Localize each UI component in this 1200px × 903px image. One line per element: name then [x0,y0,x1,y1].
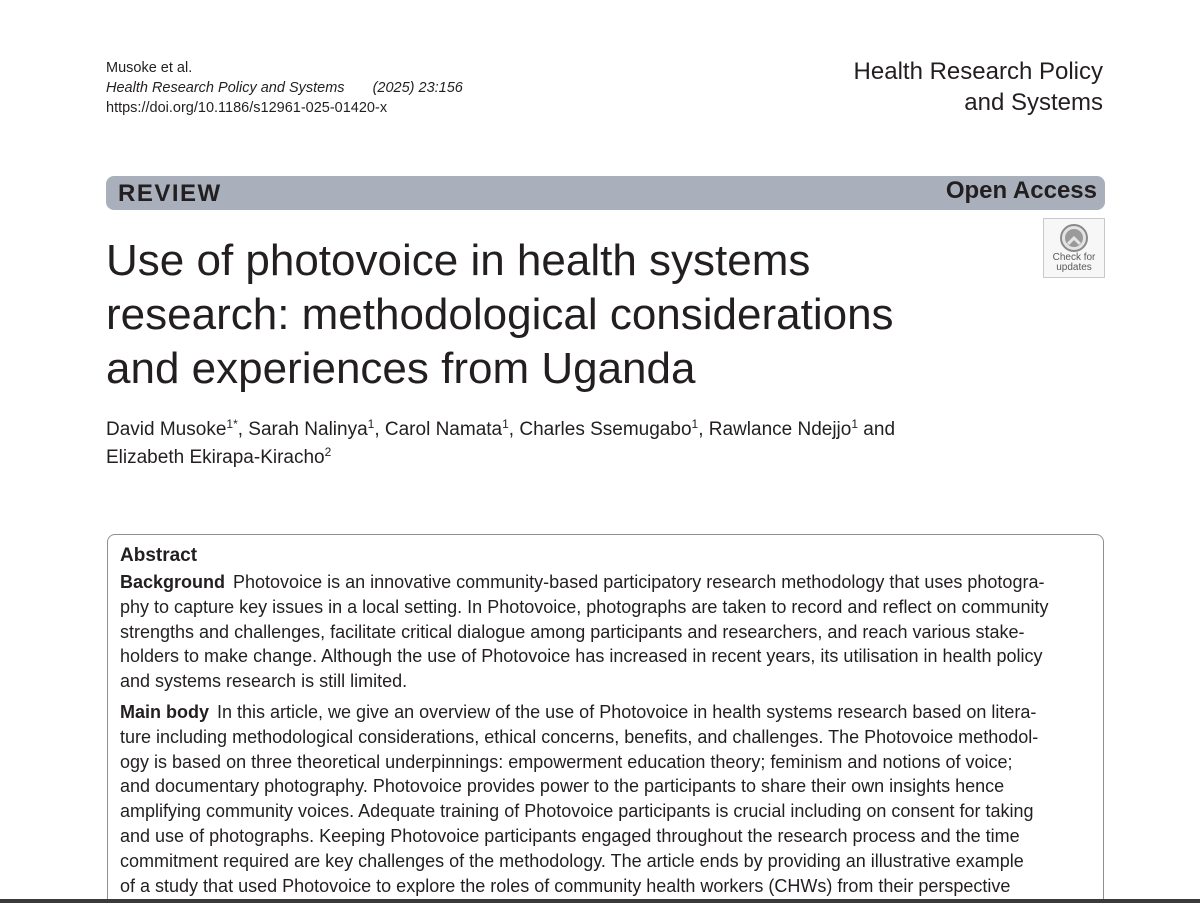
abstract-line: commitment required are key challenges of the methodology. The article ends by providing an illustrative example [120,850,1024,871]
author-separator: , [508,419,520,440]
abstract-line: amplifying community voices. Adequate training of Photovoice participants is crucial including on consent for taking [120,801,1034,822]
abstract-line [120,570,1091,595]
abstract-line: of a study that used Photovoice to explore the roles of community health workers (CHWs) from their perspective [120,875,1011,896]
author-list [106,416,1006,472]
author-affiliation: 1 [851,417,859,431]
journal-logo-line2: and Systems [964,89,1103,116]
open-access-label: Open Access [945,177,1097,204]
background-label: Background [120,572,226,592]
author-affiliation: 1 [367,417,375,431]
author-separator: , [374,419,385,440]
author-name: Carol Namata [384,419,503,440]
badge-line2: updates [1056,262,1092,273]
check-for-updates-badge[interactable] [1043,218,1105,278]
author-affiliation: 1 [691,417,699,431]
abstract-text: In this article, we give an overview of the use of Photovoice in health systems research based on litera- [217,701,1037,722]
journal-name: Health Research Policy and Systems [106,80,345,96]
abstract-line: phy to capture key issues in a local setting. In Photovoice, photographs are taken to record and reflect on community [120,596,1049,617]
article-type-banner [106,176,1105,210]
author-affiliation: 1* [226,417,238,431]
article-header-meta [106,58,463,118]
badge-line1: Check for [1052,252,1096,263]
journal-citation [106,78,463,98]
title-line-3: and experiences from Uganda [106,344,696,393]
abstract-box [107,534,1104,903]
abstract-line: ogy is based on three theoretical underpinnings: empowerment education theory; feminism and notions of voice; [120,751,1013,772]
author-separator: and [858,419,896,440]
author-name: Elizabeth Ekirapa-Kiracho [106,447,325,468]
author-separator: , [237,419,249,440]
journal-volume: (2025) 23:156 [372,80,463,96]
article-type: REVIEW [118,180,222,207]
author-affiliation: 2 [324,445,332,459]
author-name: David Musoke [106,419,227,440]
authors-short: Musoke et al. [106,60,193,76]
abstract-line: ture including methodological considerations, ethical concerns, benefits, and challenges. The Photovoice methodol- [120,726,1039,747]
abstract-line: and systems research is still limited. [120,671,408,692]
author-line-2 [106,444,1006,472]
journal-logo-line1: Health Research Policy [853,58,1103,85]
article-title [106,234,1006,396]
check-updates-icon [1059,223,1089,253]
author-affiliation: 1 [502,417,509,431]
author-name: Rawlance Ndejjo [708,419,852,440]
author-line-1 [106,416,1006,444]
author-name: Charles Ssemugabo [519,419,692,440]
abstract-line: holders to make change. Although the use of Photovoice has increased in recent years, its utilisation in health policy [120,646,1043,667]
author-separator: , [698,419,709,440]
abstract-main-body [120,700,1091,898]
author-name: Sarah Nalinya [248,419,368,440]
abstract-line: strengths and challenges, facilitate critical dialogue among participants and researchers, and reach various stake- [120,621,1025,642]
viewer-bottom-edge [0,899,1200,903]
abstract-line: and use of photographs. Keeping Photovoice participants engaged throughout the research process and the time [120,825,1020,846]
abstract-line: and documentary photography. Photovoice provides power to the participants to share their own insights hence [120,776,1005,797]
abstract-line [120,700,1091,725]
abstract-text: Photovoice is an innovative community-based participatory research methodology that uses photogra- [233,572,1045,592]
main-body-label: Main body [120,701,209,722]
abstract-heading: Abstract [120,545,198,566]
title-line-2: research: methodological considerations [106,290,894,339]
journal-logo-text [854,56,1103,118]
abstract-background [120,570,1091,694]
title-line-1: Use of photovoice in health systems [106,236,811,285]
doi-link[interactable]: https://doi.org/10.1186/s12961-025-01420-x [106,100,388,116]
